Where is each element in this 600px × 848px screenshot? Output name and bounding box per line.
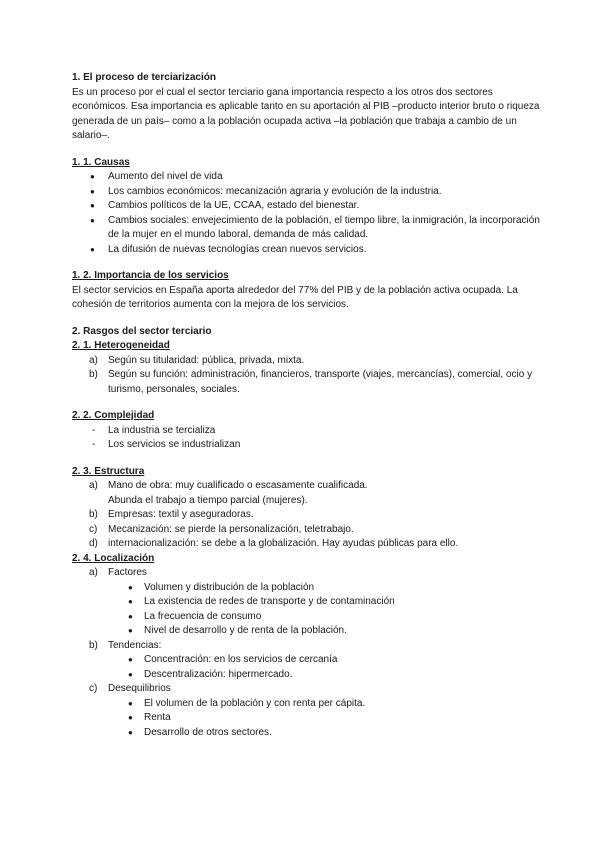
list-item: - Los servicios se industrializan bbox=[72, 438, 542, 453]
document-page bbox=[72, 71, 542, 740]
section-1-1-title: 1. 1. Causas bbox=[72, 156, 130, 168]
list-marker: b) bbox=[89, 639, 98, 651]
list-item bbox=[72, 566, 542, 639]
location-list bbox=[72, 566, 542, 740]
sub-list-item: ● Volumen y distribución de la población bbox=[108, 581, 542, 596]
section-1-2-text: El sector servicios en España aporta alrededor del 77% del PIB y de la población activa ocupada. La cohesión de territorios aumenta con la mejora de los servicios. bbox=[72, 284, 518, 310]
sub-list bbox=[108, 581, 542, 639]
section-1-title: 1. El proceso de terciarización bbox=[72, 72, 216, 83]
list-marker: c) bbox=[89, 683, 98, 694]
list-marker: a) bbox=[89, 480, 98, 491]
list-item bbox=[72, 537, 542, 552]
sub-list-item: ● La existencia de redes de transporte y de contaminación bbox=[108, 595, 542, 610]
list-marker: a) bbox=[89, 567, 98, 578]
list-item bbox=[72, 479, 542, 508]
list-item bbox=[72, 368, 542, 397]
section-2-4-title: 2. 4. Localización bbox=[72, 552, 155, 564]
list-item-text: Desequilibrios bbox=[108, 683, 171, 694]
list-item-text: Mano de obra: muy cualificado o escasamente cualificada. bbox=[108, 480, 368, 491]
list-item: ● Cambios políticos de la UE, CCAA, estado del bienestar. bbox=[72, 199, 542, 214]
section-1-2-title: 1. 2. Importancia de los servicios bbox=[72, 270, 229, 281]
sub-list-item: ● El volumen de la población y con renta per cápita. bbox=[108, 697, 542, 712]
causes-list bbox=[72, 170, 542, 257]
sub-list-item: ● Concentración: en los servicios de cercanía bbox=[108, 653, 542, 668]
heterogeneity-list bbox=[72, 354, 542, 398]
list-item: ● Los cambios económicos: mecanización agraria y evolución de la industria. bbox=[72, 185, 542, 200]
list-item bbox=[72, 682, 542, 740]
list-item bbox=[72, 639, 542, 683]
section-1-intro: Es un proceso por el cual el sector terciario gana importancia respecto a los otros dos sectores económicos. Esa importancia es aplicable tanto en su aportación al PIB –producto interior bruto o riqueza generada de un país– como a la población ocupada activa –la población que trabaja a cambio de un salario–. bbox=[72, 86, 540, 141]
list-item-text: Factores bbox=[108, 567, 147, 578]
section-2-3-title: 2. 3. Estructura bbox=[72, 465, 145, 477]
list-marker: b) bbox=[89, 509, 98, 520]
section-2-2-title: 2. 2. Complejidad bbox=[72, 410, 155, 421]
sub-list-item: ● La frecuencia de consumo bbox=[108, 610, 542, 625]
list-marker: a) bbox=[89, 354, 98, 366]
complexity-list bbox=[72, 424, 542, 453]
list-marker: d) bbox=[89, 538, 98, 549]
section-2-title: 2. Rasgos del sector terciario bbox=[72, 325, 212, 337]
list-item-continuation: Abunda el trabajo a tiempo parcial (mujeres). bbox=[108, 494, 308, 506]
list-item bbox=[72, 523, 542, 538]
list-marker: b) bbox=[89, 369, 98, 380]
list-item-text: Según su titularidad: pública, privada, mixta. bbox=[108, 354, 305, 366]
sub-list-item: ● Desarrollo de otros sectores. bbox=[108, 726, 542, 741]
list-item: ● Cambios sociales: envejecimiento de la población, el tiempo libre, la inmigración, la incorporación de la mujer en el mundo laboral, demanda de más calidad. bbox=[72, 214, 542, 243]
list-item-text: internacionalización: se debe a la globalización. Hay ayudas públicas para ello. bbox=[108, 538, 459, 549]
list-marker: c) bbox=[89, 523, 98, 535]
list-item: ● Aumento del nivel de vida bbox=[72, 170, 542, 185]
list-item-text: Empresas: textil y aseguradoras. bbox=[108, 509, 254, 520]
sub-list-item: ● Nivel de desarrollo y de renta de la población. bbox=[108, 624, 542, 639]
list-item: ● La difusión de nuevas tecnologías crean nuevos servicios. bbox=[72, 243, 542, 258]
sub-list-item: ● Descentralización: hipermercado. bbox=[108, 668, 542, 683]
sub-list bbox=[108, 697, 542, 741]
list-item bbox=[72, 354, 542, 369]
list-item: - La industria se tercializa bbox=[72, 424, 542, 439]
sub-list bbox=[108, 653, 542, 682]
list-item-text: Según su función: administración, financieros, transporte (viajes, mercancías), comercial, ocio y turismo, personales, sociales. bbox=[108, 369, 533, 395]
list-item bbox=[72, 508, 542, 523]
structure-list bbox=[72, 479, 542, 552]
list-item-text: Tendencias: bbox=[108, 639, 162, 651]
section-2-1-title: 2. 1. Heterogeneidad bbox=[72, 340, 170, 351]
list-item-text: Mecanización: se pierde la personalización, teletrabajo. bbox=[108, 523, 354, 535]
sub-list-item: ● Renta bbox=[108, 711, 542, 726]
